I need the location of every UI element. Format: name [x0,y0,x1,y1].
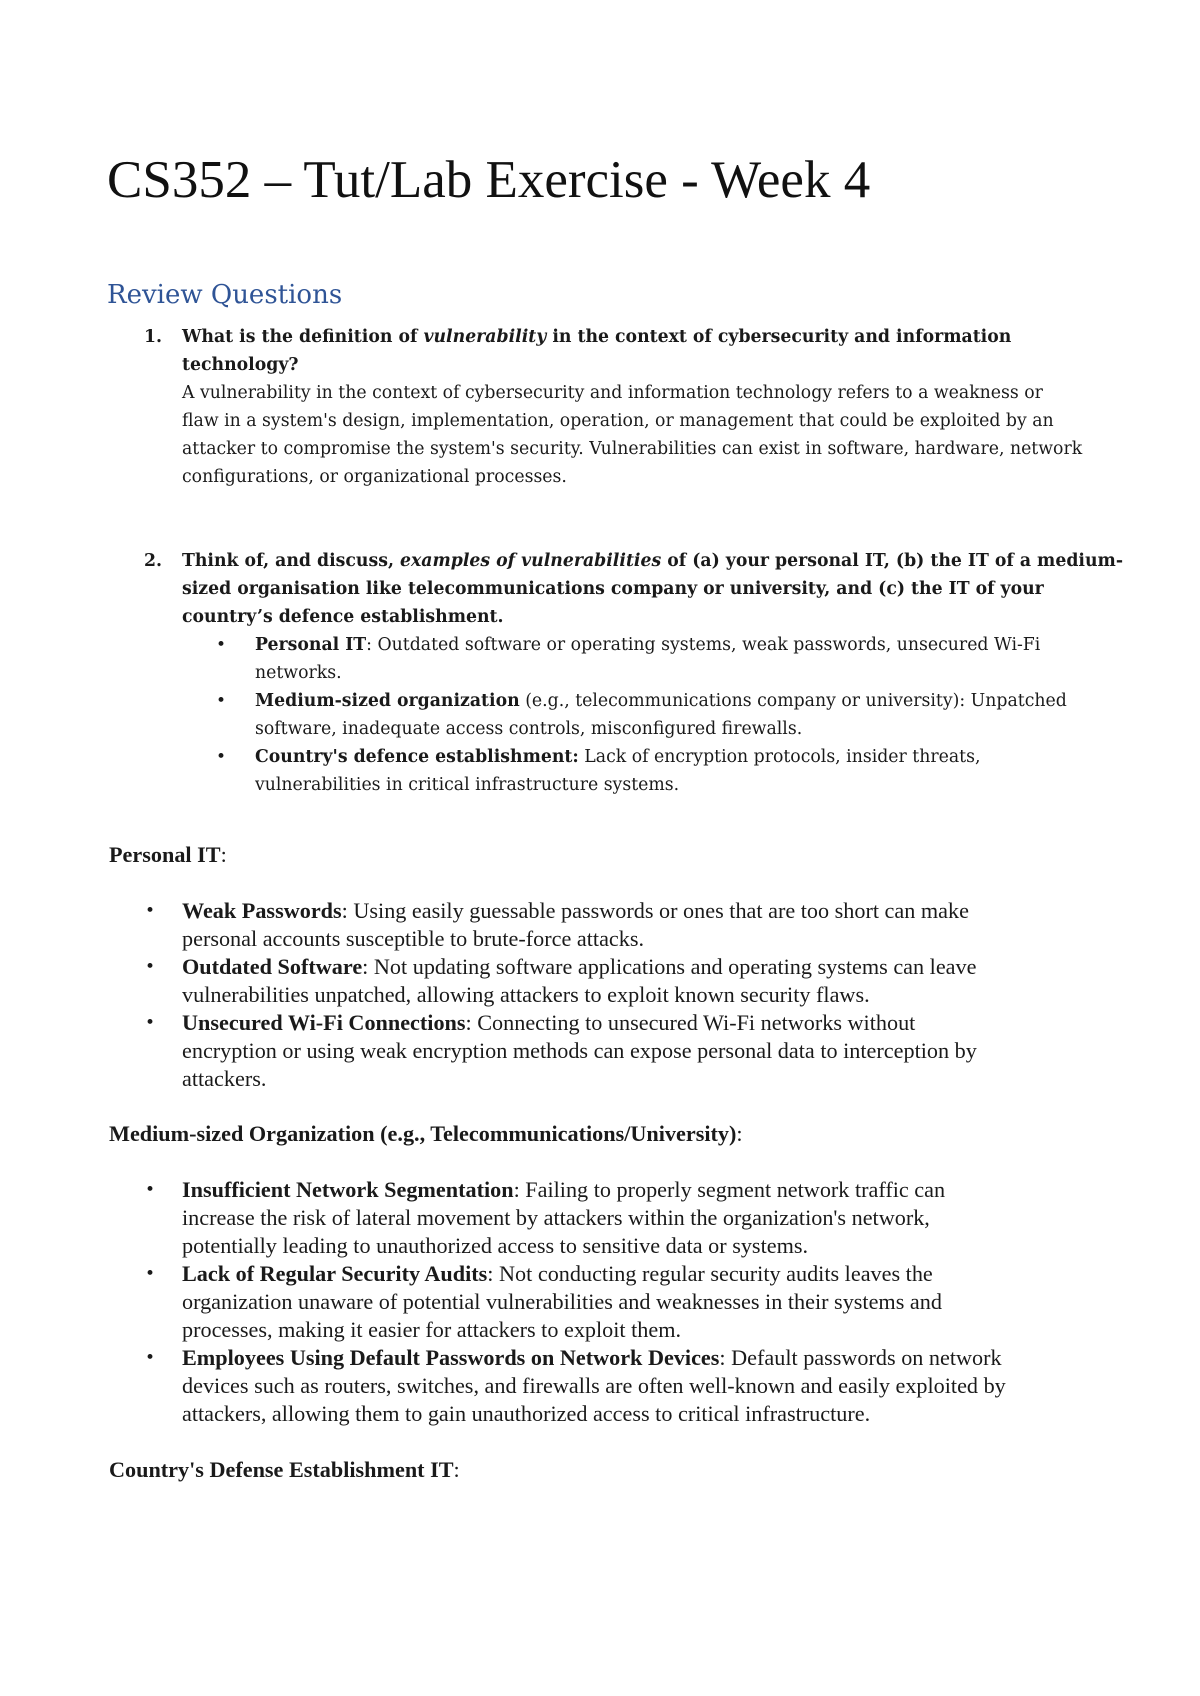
answer-line: configurations, or organizational processes. [182,467,567,487]
answer-bullet [255,743,980,771]
list-item-cont: increase the risk of lateral movement by attackers within the organization's network, [182,1205,930,1230]
question-text-part: in the context of cybersecurity and information [546,327,1012,347]
bullet-icon: • [145,901,156,921]
answer-bullet [255,687,1067,715]
review-questions-heading: Review Questions [107,280,343,310]
bullet-icon: • [216,747,227,767]
answer-line: A vulnerability in the context of cybersecurity and information technology refers to a weakness or [182,383,1043,403]
section-heading [109,841,227,869]
section-heading-suffix: : [220,842,227,867]
list-item-label: Insufficient Network Segmentation [182,1177,514,1202]
page-title: CS352 – Tut/Lab Exercise - Week 4 [107,151,871,209]
section-heading [109,1120,743,1148]
question-emphasis: vulnerability [423,327,547,347]
section-heading [109,1456,460,1484]
answer-bullet-cont: vulnerabilities in critical infrastructure systems. [255,775,680,795]
list-item-label: Unsecured Wi-Fi Connections [182,1010,466,1035]
list-item-label: Weak Passwords [182,898,342,923]
bullet-icon: • [216,635,227,655]
list-item-cont: devices such as routers, switches, and firewalls are often well-known and easily exploited by [182,1373,1006,1398]
list-item-separator: : [487,1261,500,1286]
list-item-separator: : [719,1345,732,1370]
list-item [182,1344,1002,1372]
list-item-text: Not conducting regular security audits leaves the [499,1261,933,1286]
list-item-cont: organization unaware of potential vulnerabilities and weaknesses in their systems and [182,1289,942,1314]
list-item-cont: attackers, allowing them to gain unauthorized access to critical infrastructure. [182,1401,871,1426]
list-item-separator: : [341,898,354,923]
answer-bullet-cont: networks. [255,663,342,683]
question-text-cont: technology? [182,355,299,375]
list-item [182,1009,915,1037]
list-item-text: Not updating software applications and operating systems can leave [373,954,977,979]
list-item-text: Using easily guessable passwords or ones that are too short can make [353,898,969,923]
bullet-icon: • [145,1264,156,1284]
list-item-cont: personal accounts susceptible to brute-force attacks. [182,926,645,951]
bullet-separator: : [366,635,378,655]
question-text-part: Think of, and discuss, [182,551,400,571]
answer-line: flaw in a system's design, implementation, operation, or management that could be exploited by an [182,411,1054,431]
question-text [182,547,1123,575]
question-text-cont: sized organisation like telecommunications company or university, and (c) the IT of your [182,579,1044,599]
bullet-label: Medium-sized organization [255,691,520,711]
section-heading-text: Medium-sized Organization (e.g., Telecommunications/University) [109,1121,737,1146]
answer-bullet [255,631,1040,659]
question-number: 2. [144,551,163,571]
list-item-separator: : [362,954,374,979]
list-item-cont: potentially leading to unauthorized access to sensitive data or systems. [182,1233,809,1258]
question-text-cont: country’s defence establishment. [182,607,504,627]
bullet-icon: • [216,691,227,711]
bullet-text: Lack of encryption protocols, insider threats, [584,747,981,767]
list-item [182,1260,933,1288]
bullet-icon: • [145,1180,156,1200]
list-item [182,897,969,925]
bullet-icon: • [145,1348,156,1368]
section-heading-suffix: : [736,1121,743,1146]
list-item-cont: processes, making it easier for attackers to exploit them. [182,1317,682,1342]
list-item-cont: encryption or using weak encryption methods can expose personal data to interception by [182,1038,977,1063]
answer-bullet-cont: software, inadequate access controls, misconfigured firewalls. [255,719,803,739]
section-heading-suffix: : [453,1457,460,1482]
list-item-separator: : [465,1010,478,1035]
list-item-text: Default passwords on network [731,1345,1002,1370]
list-item-label: Employees Using Default Passwords on Network Devices [182,1345,720,1370]
bullet-icon: • [145,1013,156,1033]
list-item-cont: vulnerabilities unpatched, allowing attackers to exploit known security flaws. [182,982,870,1007]
bullet-icon: • [145,957,156,977]
bullet-text: (e.g., telecommunications company or university): Unpatched [525,691,1067,711]
question-text-part: of (a) your personal IT, (b) the IT of a medium- [661,551,1124,571]
section-heading-text: Country's Defense Establishment IT [109,1457,454,1482]
list-item-text: Connecting to unsecured Wi-Fi networks without [477,1010,916,1035]
list-item-separator: : [513,1177,526,1202]
question-text [182,323,1011,351]
section-heading-text: Personal IT [109,842,221,867]
answer-line: attacker to compromise the system's security. Vulnerabilities can exist in software, hardware, network [182,439,1083,459]
list-item-label: Lack of Regular Security Audits [182,1261,488,1286]
question-emphasis: examples of vulnerabilities [399,551,662,571]
bullet-text: Outdated software or operating systems, weak passwords, unsecured Wi-Fi [377,635,1041,655]
list-item-text: Failing to properly segment network traffic can [525,1177,946,1202]
list-item-cont: attackers. [182,1066,267,1091]
question-number: 1. [144,327,163,347]
list-item [182,953,976,981]
question-text-part: What is the definition of [182,327,424,347]
list-item-label: Outdated Software [182,954,363,979]
list-item [182,1176,945,1204]
bullet-label: Personal IT [255,635,367,655]
bullet-label: Country's defence establishment: [255,747,579,767]
